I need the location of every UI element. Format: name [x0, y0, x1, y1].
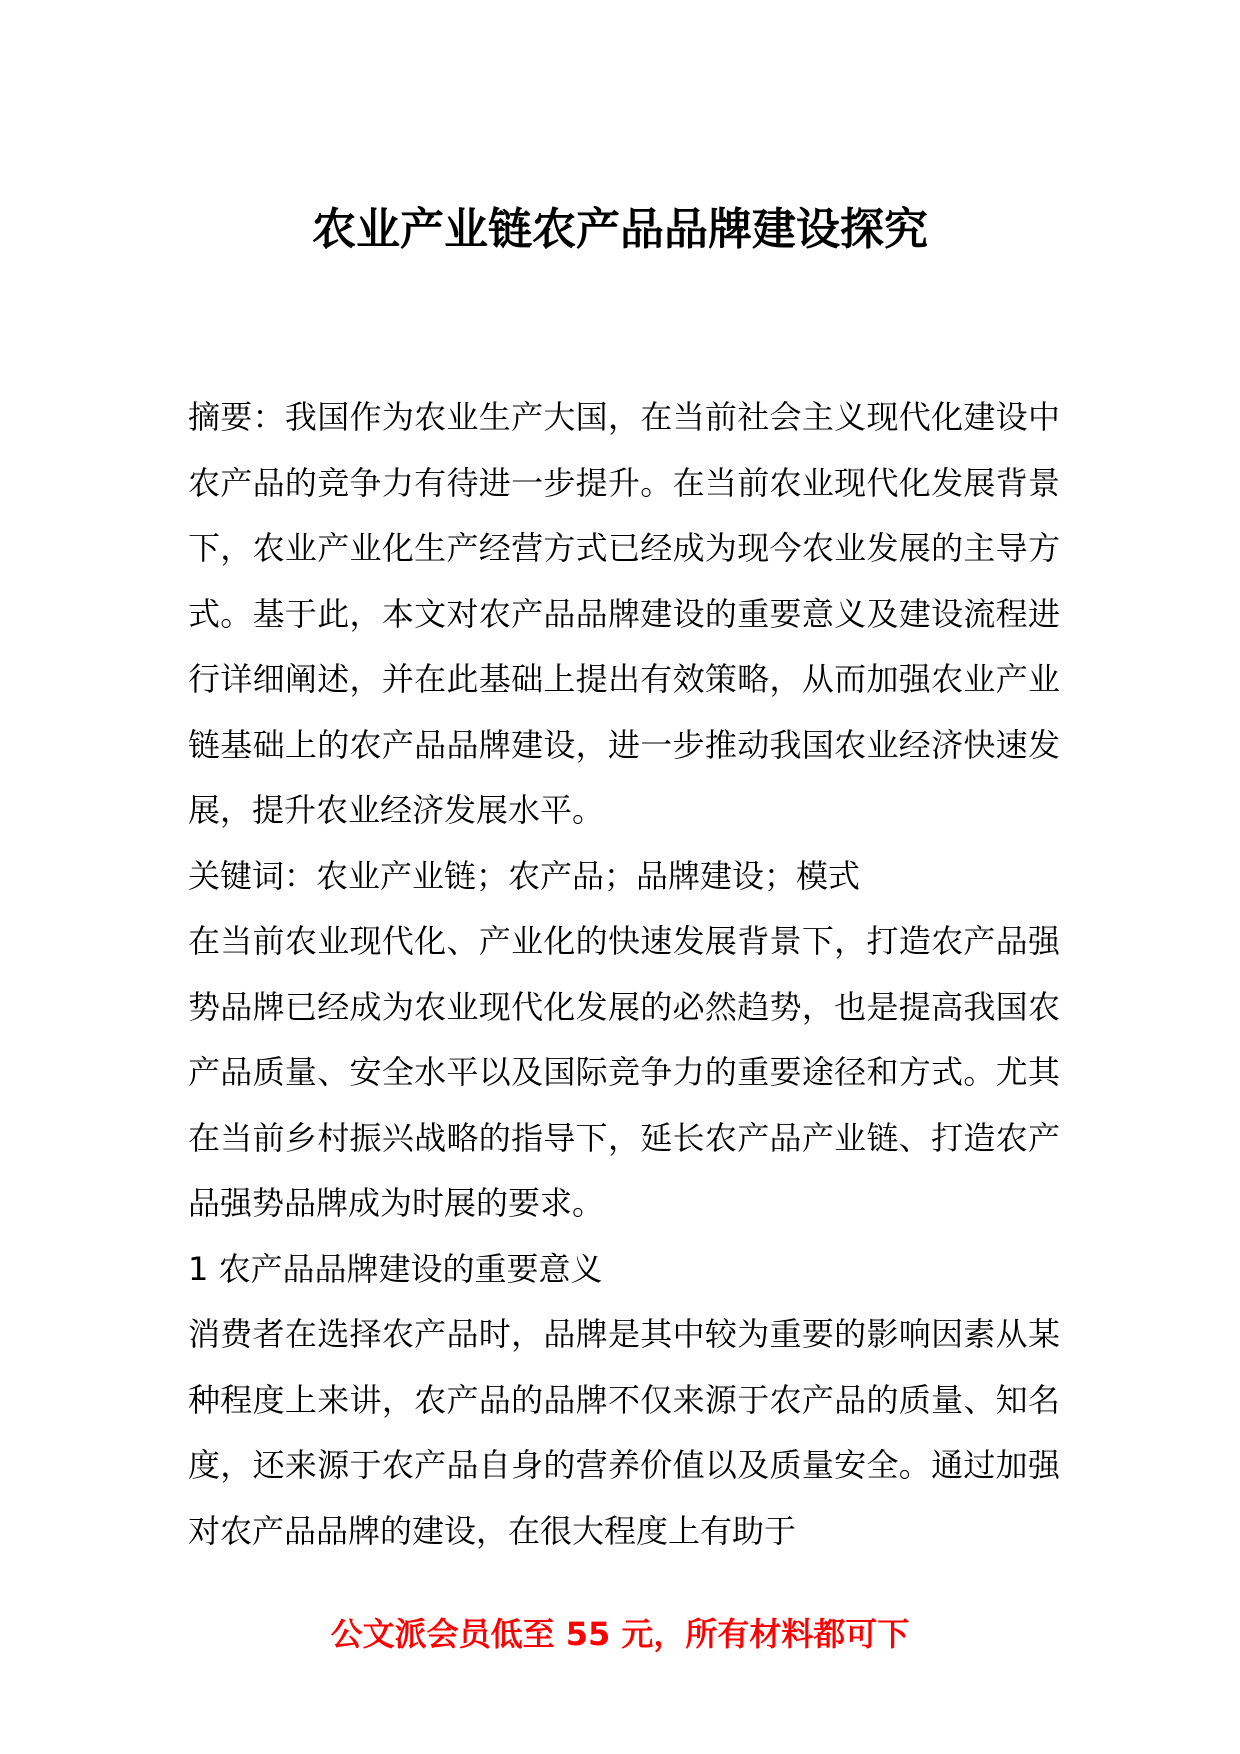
document-body — [188, 385, 1060, 1564]
abstract-paragraph: 摘要：我国作为农业生产大国，在当前社会主义现代化建设中农产品的竞争力有待进一步提升。在当前农业现代化发展背景下，农业产业化生产经营方式已经成为现今农业发展的主导方式。基于此，本文对农产品品牌建设的重要意义及建设流程进行详细阐述，并在此基础上提出有效策略，从而加强农业产业链基础上的农产品品牌建设，进一步推动我国农业经济快速发展，提升农业经济发展水平。 — [188, 398, 1060, 829]
section-paragraph: 消费者在选择农产品时，品牌是其中较为重要的影响因素从某种程度上来讲，农产品的品牌不仅来源于农产品的质量、知名度，还来源于农产品自身的营养价值以及质量安全。通过加强对农产品品牌的建设，在很大程度上有助于 — [188, 1315, 1060, 1550]
intro-paragraph: 在当前农业现代化、产业化的快速发展背景下，打造农产品强势品牌已经成为农业现代化发展的必然趋势，也是提高我国农产品质量、安全水平以及国际竞争力的重要途径和方式。尤其在当前乡村振兴战略的指导下，延长农产品产业链、打造农产品强势品牌成为时展的要求。 — [188, 922, 1060, 1222]
document-title: 农业产业链农产品品牌建设探究 — [312, 204, 928, 255]
promo-banner: 公文派会员低至 55 元，所有材料都可下 — [330, 1615, 910, 1653]
keywords-paragraph: 关键词：农业产业链；农产品；品牌建设；模式 — [188, 856, 861, 895]
section-heading: 1 农产品品牌建设的重要意义 — [188, 1249, 603, 1288]
